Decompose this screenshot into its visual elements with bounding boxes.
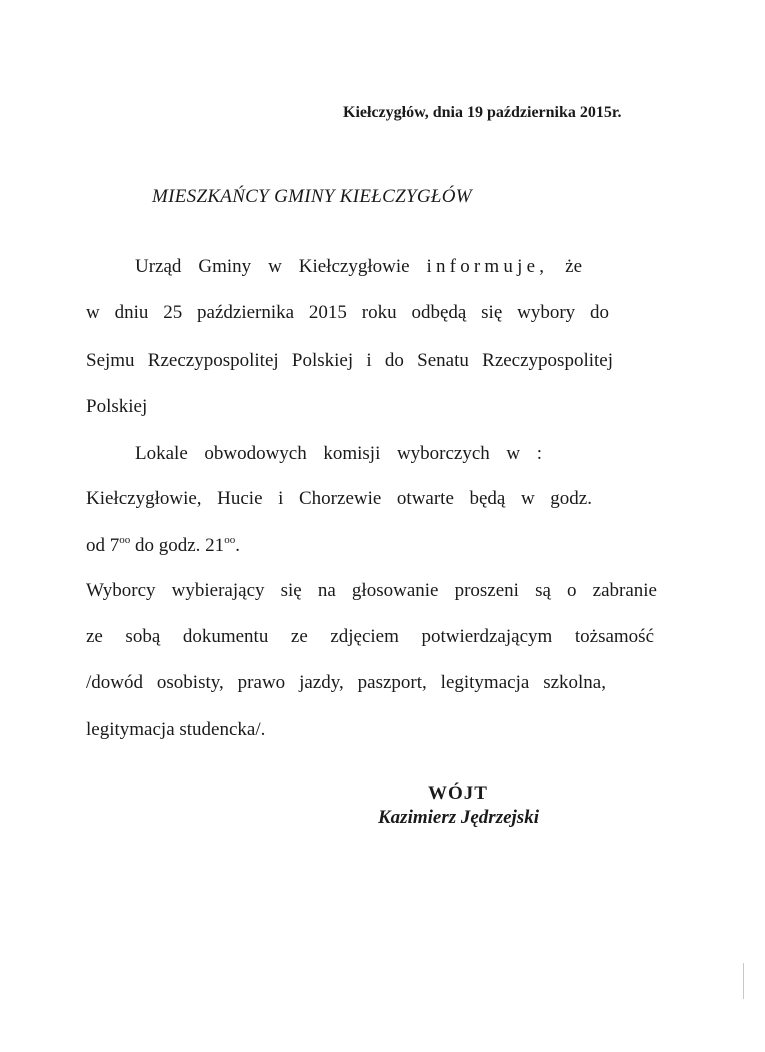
body-line-2: w dniu 25 października 2015 roku odbędą się wybory do — [86, 302, 609, 323]
body-line-1 — [135, 256, 582, 278]
scan-edge-mark — [743, 963, 744, 999]
hours-to-text: do godz. 21 — [130, 535, 225, 556]
body-line-3: Sejmu Rzeczypospolitej Polskiej i do Senatu Rzeczypospolitej — [86, 350, 613, 371]
hours-from-text: od 7 — [86, 535, 120, 556]
body-line-8: Wyborcy wybierający się na głosowanie proszeni są o zabranie — [86, 580, 657, 601]
body-line-10: /dowód osobisty, prawo jazdy, paszport, legitymacja szkolna, — [86, 672, 606, 693]
hours-end-period: . — [235, 535, 240, 556]
hours-to-superscript: oo — [224, 534, 236, 546]
body-line-1-start: Urząd Gminy w Kiełczygłowie — [135, 256, 410, 277]
body-line-4: Polskiej — [86, 396, 148, 417]
signature-title: WÓJT — [428, 783, 488, 804]
place-date: Kiełczygłów, dnia 19 października 2015r. — [343, 104, 622, 121]
document-heading: MIESZKAŃCY GMINY KIEŁCZYGŁÓW — [152, 186, 472, 207]
body-line-5: Lokale obwodowych komisji wyborczych w : — [135, 443, 542, 464]
body-line-1-end: że — [565, 256, 583, 277]
body-line-7 — [86, 535, 240, 557]
body-line-9: ze sobą dokumentu ze zdjęciem potwierdzającym tożsamość — [86, 626, 654, 647]
hours-from-superscript: oo — [119, 534, 131, 546]
body-line-11: legitymacja studencka/. — [86, 719, 266, 740]
signature-name: Kazimierz Jędrzejski — [378, 807, 539, 828]
body-line-6: Kiełczygłowie, Hucie i Chorzewie otwarte będą w godz. — [86, 488, 592, 509]
body-line-1-spaced: informuje, — [426, 256, 549, 277]
